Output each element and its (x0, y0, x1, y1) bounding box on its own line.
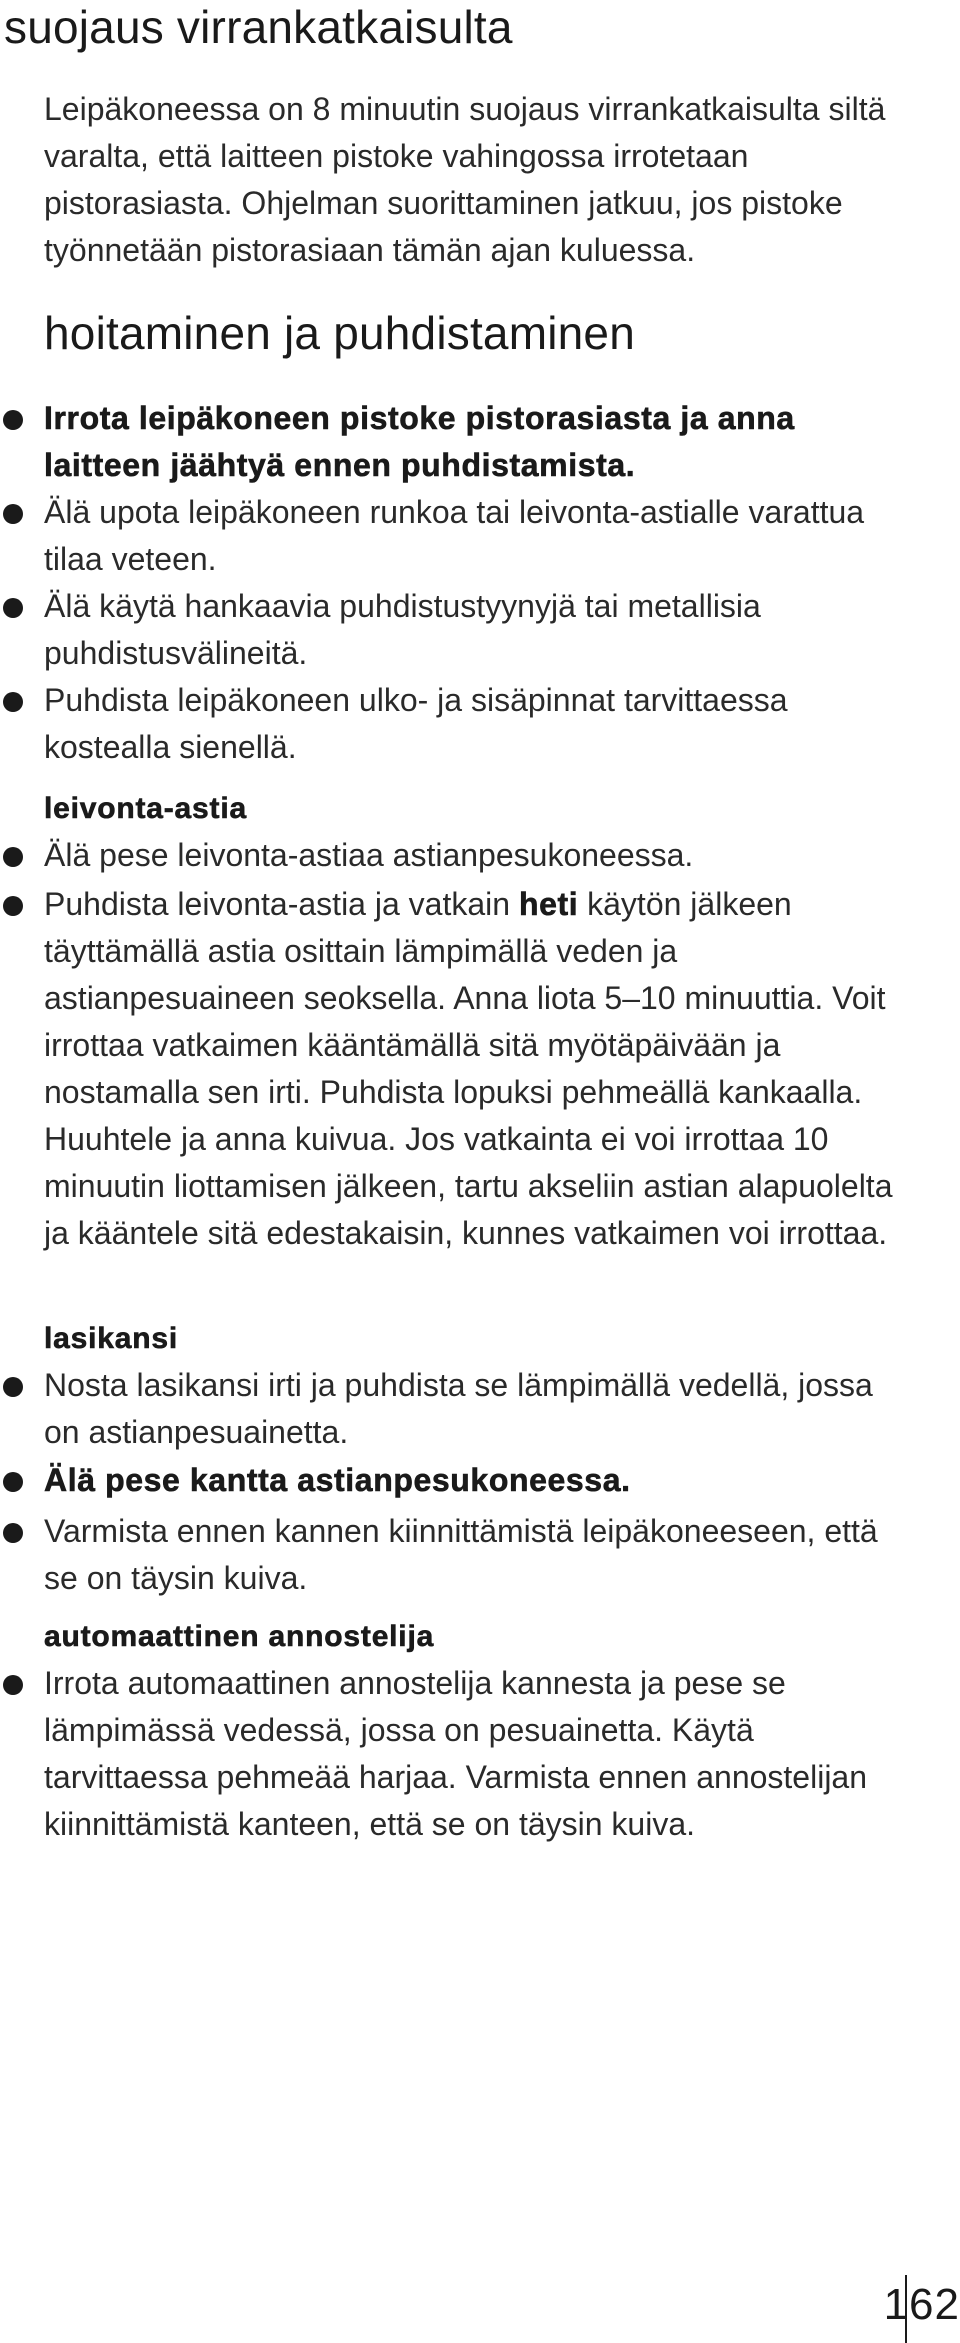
list-item (0, 832, 910, 879)
list-item (0, 677, 910, 771)
bullet-icon (3, 847, 23, 867)
list-item (0, 1457, 910, 1504)
bullet-icon (3, 504, 23, 524)
bullet-text: Älä upota leipäkoneen runkoa tai leivonta-astialle varattua tilaa veteen. (44, 494, 865, 577)
bullet-text-part: Puhdista leivonta-astia ja vatkain (44, 886, 519, 922)
bullet-icon (3, 598, 23, 618)
bullet-icon (3, 1472, 23, 1492)
subheading-baking-pan: leivonta-astia (44, 792, 247, 825)
list-item (0, 489, 910, 583)
bullet-icon (3, 1675, 23, 1695)
list-item (0, 1362, 910, 1456)
list-item (0, 1660, 910, 1848)
bullet-icon (3, 1377, 23, 1397)
bullet-icon (3, 692, 23, 712)
bullet-text: Älä käytä hankaavia puhdistustyynyjä tai metallisia puhdistusvälineitä. (44, 588, 761, 671)
bullet-text: Varmista ennen kannen kiinnittämistä leipäkoneeseen, että se on täysin kuiva. (44, 1513, 878, 1596)
bullet-text: Älä pese leivonta-astiaa astianpesukoneessa. (44, 837, 694, 873)
bullet-text: Älä pese kantta astianpesukoneessa. (44, 1462, 631, 1498)
list-item (0, 583, 910, 677)
list-item (0, 1508, 910, 1602)
list-item (0, 395, 910, 489)
bullet-text-part: käytön jälkeen täyttämällä astia osittain lämpimällä veden ja astianpesuaineen seoksella. Anna liota 5–10 minuuttia. Voit irrottaa vatkaimen kääntämällä sitä myötäpäivään ja nostamalla sen irti. Puhdista lopuksi pehmeällä kankaalla. Huuhtele ja anna kuivua. Jos vatkainta ei voi irrottaa 10 minuutin liottamisen jälkeen, tartu akseliin astian alapuolelta ja kääntele sitä edestakaisin, kunnes vatkaimen voi irrottaa. (44, 886, 893, 1251)
bullet-text: Irrota leipäkoneen pistoke pistorasiasta ja anna laitteen jäähtyä ennen puhdistamista. (44, 400, 795, 483)
list-item (0, 881, 910, 1257)
bullet-icon (3, 1523, 23, 1543)
subheading-glass-lid: lasikansi (44, 1322, 178, 1355)
bullet-icon (3, 896, 23, 916)
emphasis-text: heti (518, 886, 579, 922)
section-title-power-protection: suojaus virrankatkaisulta (4, 1, 513, 53)
page-number: 162 (883, 2280, 960, 2329)
subheading-automatic-dispenser: automaattinen annostelija (44, 1620, 435, 1653)
bullet-icon (3, 410, 23, 430)
power-protection-paragraph: Leipäkoneessa on 8 minuutin suojaus virrankatkaisulta siltä varalta, että laitteen pistoke vahingossa irrotetaan pistorasiasta. Ohjelman suorittaminen jatkuu, jos pistoke työnnetään pistorasiaan tämän ajan kuluessa. (44, 91, 886, 268)
bullet-text: Irrota automaattinen annostelija kannesta ja pese se lämpimässä vedessä, jossa on pesuainetta. Käytä tarvittaessa pehmeää harjaa. Varmista ennen annostelijan kiinnittämistä kanteen, että se on täysin kuiva. (44, 1665, 868, 1842)
bullet-text: Puhdista leipäkoneen ulko- ja sisäpinnat tarvittaessa kostealla sienellä. (44, 682, 788, 765)
section-title-care-cleaning: hoitaminen ja puhdistaminen (44, 307, 636, 359)
bullet-text (44, 881, 914, 1257)
bullet-text: Nosta lasikansi irti ja puhdista se lämpimällä vedellä, jossa on astianpesuainetta. (44, 1367, 873, 1450)
